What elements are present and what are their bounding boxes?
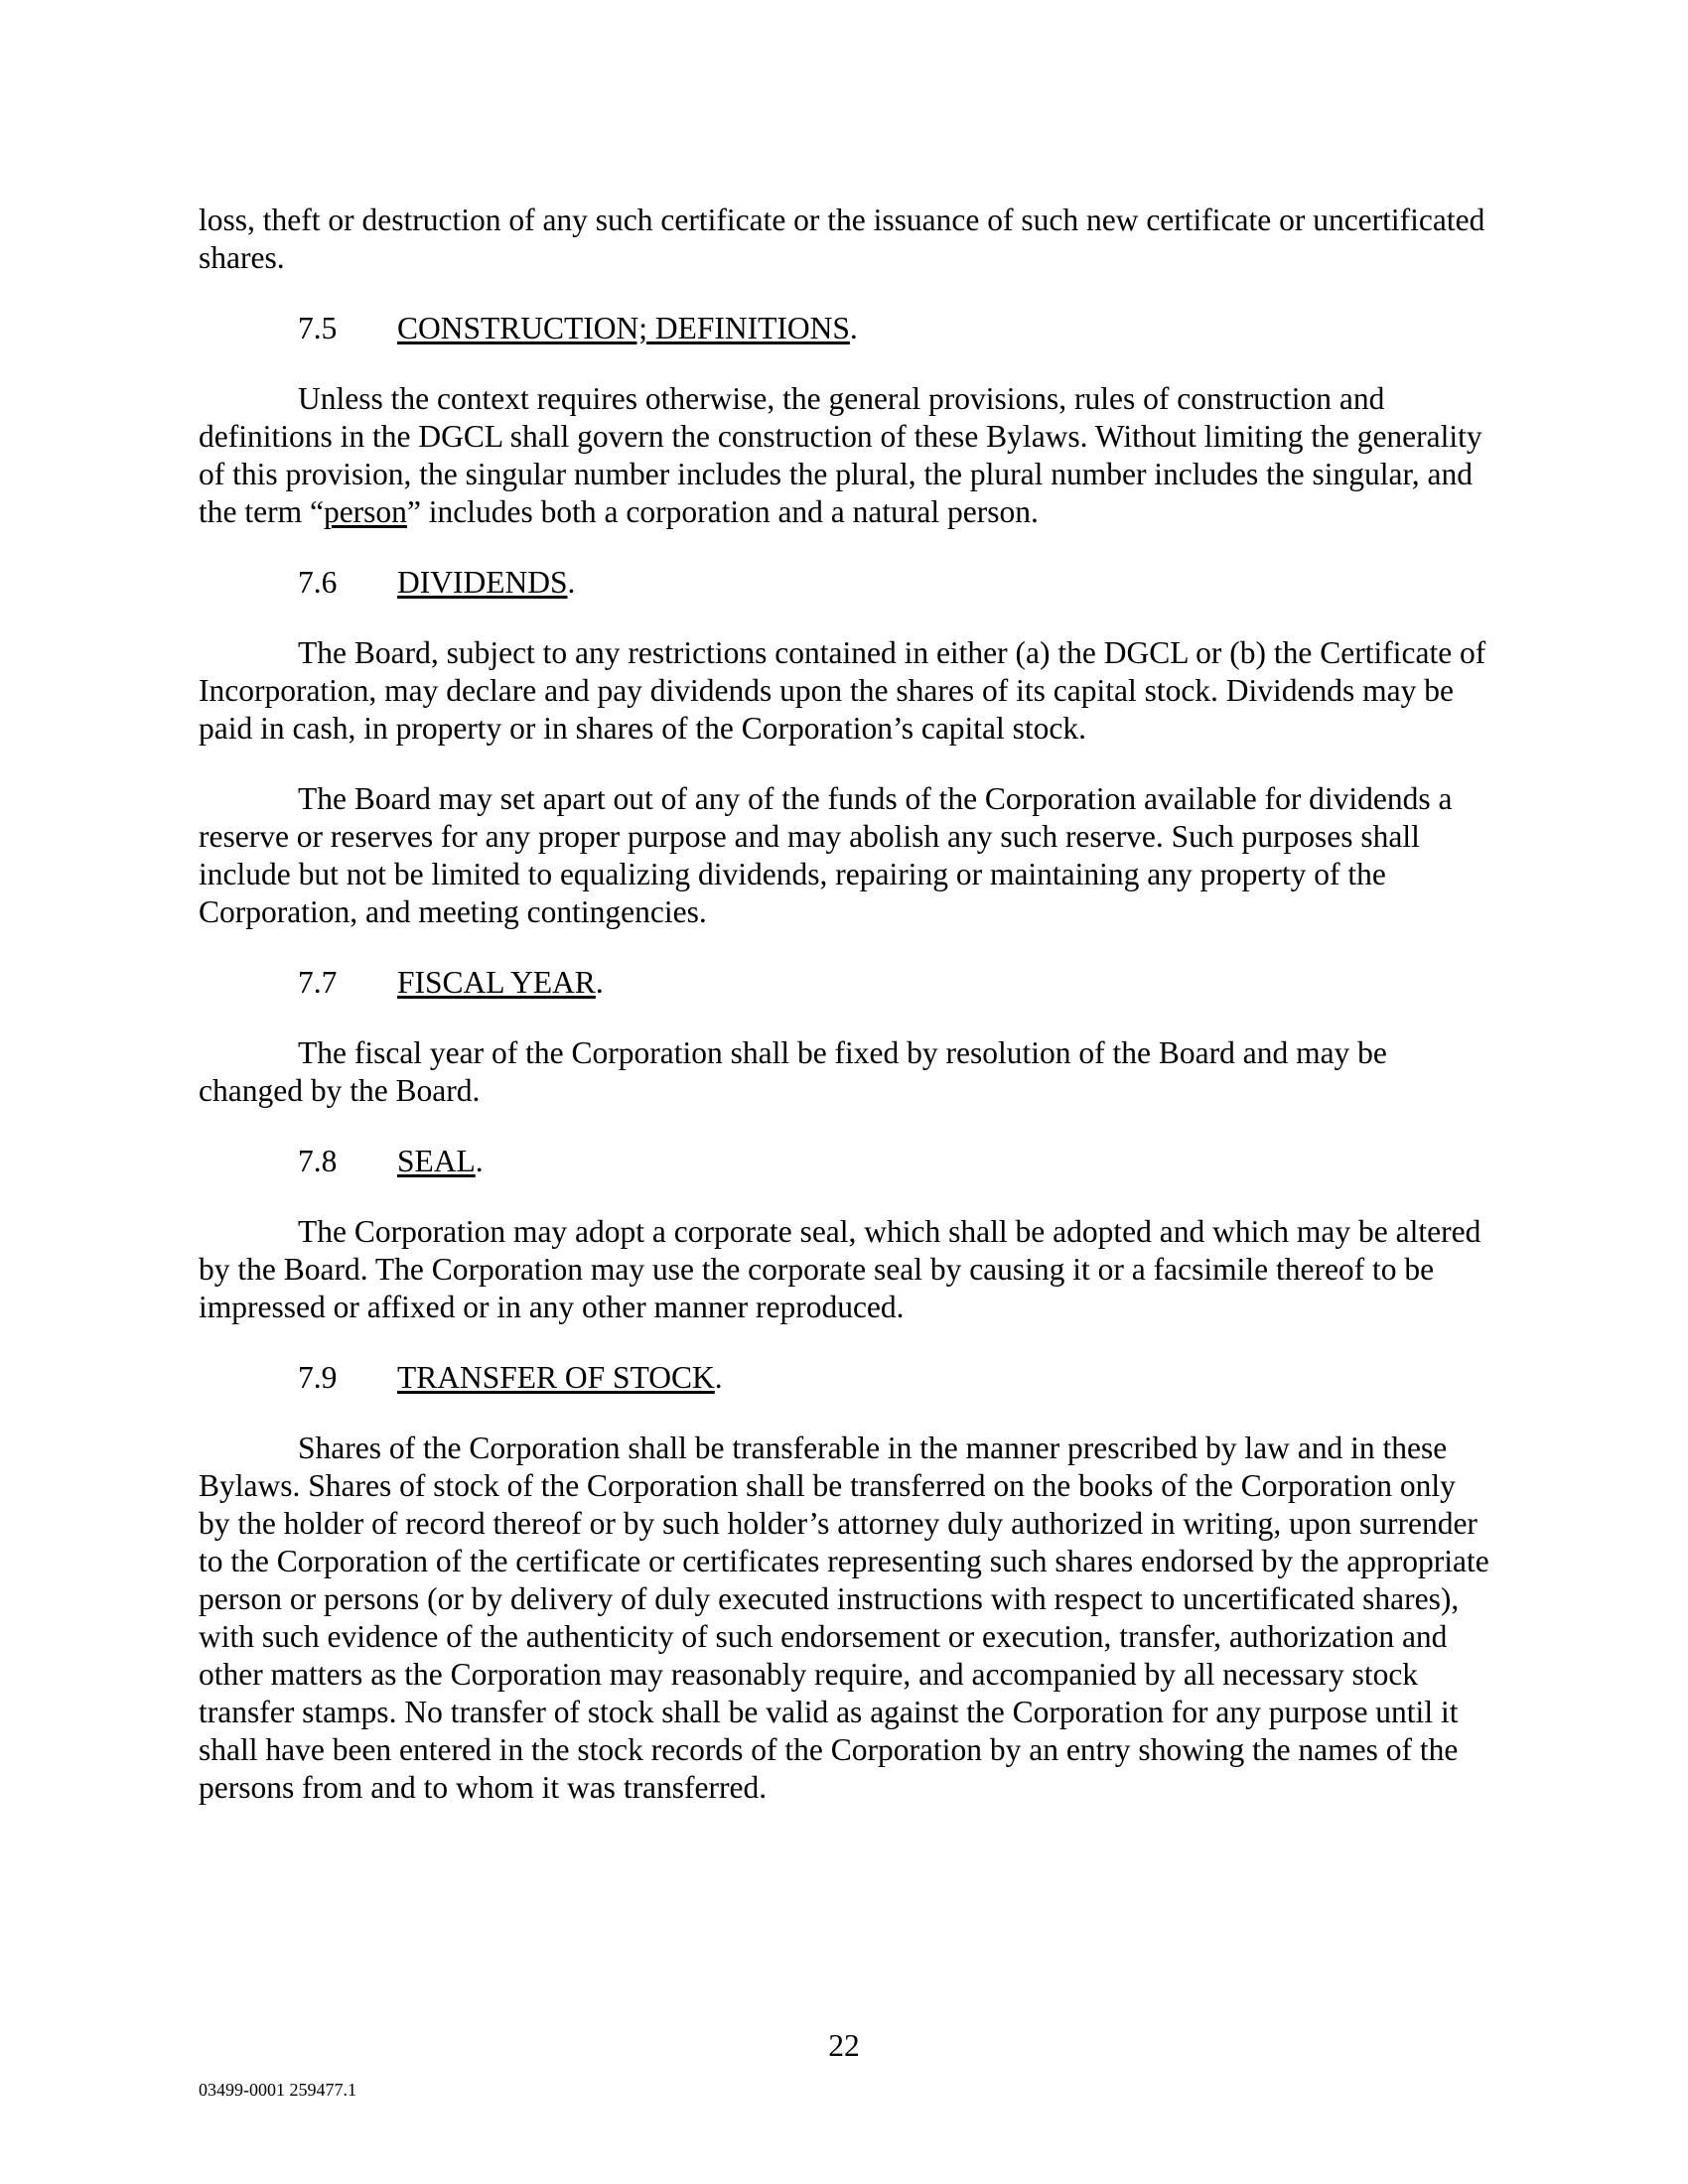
page-number: 22 — [828, 2028, 860, 2063]
section-heading-7-8: 7.8 SEAL. — [298, 1144, 484, 1178]
section-number: 7.7 — [298, 965, 338, 1000]
section-heading-7-5: 7.5 CONSTRUCTION; DEFINITIONS. — [298, 311, 858, 345]
section-title: TRANSFER OF STOCK — [397, 1360, 715, 1395]
section-number: 7.8 — [298, 1144, 338, 1178]
document-id-footer: 03499-0001 259477.1 — [199, 2080, 356, 2100]
section-title: CONSTRUCTION; DEFINITIONS — [397, 311, 850, 345]
section-title: DIVIDENDS — [397, 565, 568, 600]
section-title: FISCAL YEAR — [397, 965, 596, 1000]
section-number: 7.9 — [298, 1360, 338, 1395]
section-heading-7-6: 7.6 DIVIDENDS. — [298, 565, 576, 600]
section-title: SEAL — [397, 1144, 476, 1178]
section-number: 7.6 — [298, 565, 338, 600]
section-paragraph: The fiscal year of the Corporation shall be fixed by resolution of the Board and may be changed by the Board. — [199, 1035, 1387, 1108]
section-paragraph: The Corporation may adopt a corporate seal, which shall be adopted and which may be altered by the Board. The Corporation may use the corporate seal by causing it or a facsimile thereof to be impressed or affixed or in any other manner reproduced. — [199, 1214, 1481, 1324]
section-paragraph: The Board may set apart out of any of the funds of the Corporation available for dividends a reserve or reserves for any proper purpose and may abolish any such reserve. Such purposes shall include but not be limited to equalizing dividends, repairing or maintaining any property of the Corporation, and meeting contingencies. — [199, 781, 1453, 929]
document-body — [199, 202, 1489, 1840]
section-paragraph: The Board, subject to any restrictions contained in either (a) the DGCL or (b) the Certificate of Incorporation, may declare and pay dividends upon the shares of its capital stock. Dividends may be paid in cash, in property or in shares of the Corporation’s capital stock. — [199, 635, 1486, 746]
defined-term: person — [323, 494, 407, 529]
section-number: 7.5 — [298, 311, 338, 345]
section-paragraph: Shares of the Corporation shall be transferable in the manner prescribed by law and in these Bylaws. Shares of stock of the Corporation shall be transferred on the books of the Corporation only by the holder of record thereof or by such holder’s attorney duly authorized in writing, upon surrender to the Corporation of the certificate or certificates representing such shares endorsed by the appropriate person or persons (or by delivery of duly executed instructions with respect to uncertificated shares), with such evidence of the authenticity of such endorsement or execution, transfer, authorization and other matters as the Corporation may reasonably require, and accompanied by all necessary stock transfer stamps. No transfer of stock shall be valid as against the Corporation for any purpose until it shall have been entered in the stock records of the Corporation by an entry showing the names of the persons from and to whom it was transferred. — [199, 1431, 1489, 1805]
section-paragraph: Unless the context requires otherwise, the general provisions, rules of construction and definitions in the DGCL shall govern the construction of these Bylaws. Without limiting the generality of this provision, the singular number includes the plural, the plural number includes the singular, and the term “person” includes both a corporation and a natural person. — [199, 381, 1482, 529]
section-heading-7-9: 7.9 TRANSFER OF STOCK. — [298, 1360, 723, 1395]
continuation-paragraph: loss, theft or destruction of any such certificate or the issuance of such new certificate or uncertificated shares. — [199, 203, 1485, 275]
section-heading-7-7: 7.7 FISCAL YEAR. — [298, 965, 604, 1000]
